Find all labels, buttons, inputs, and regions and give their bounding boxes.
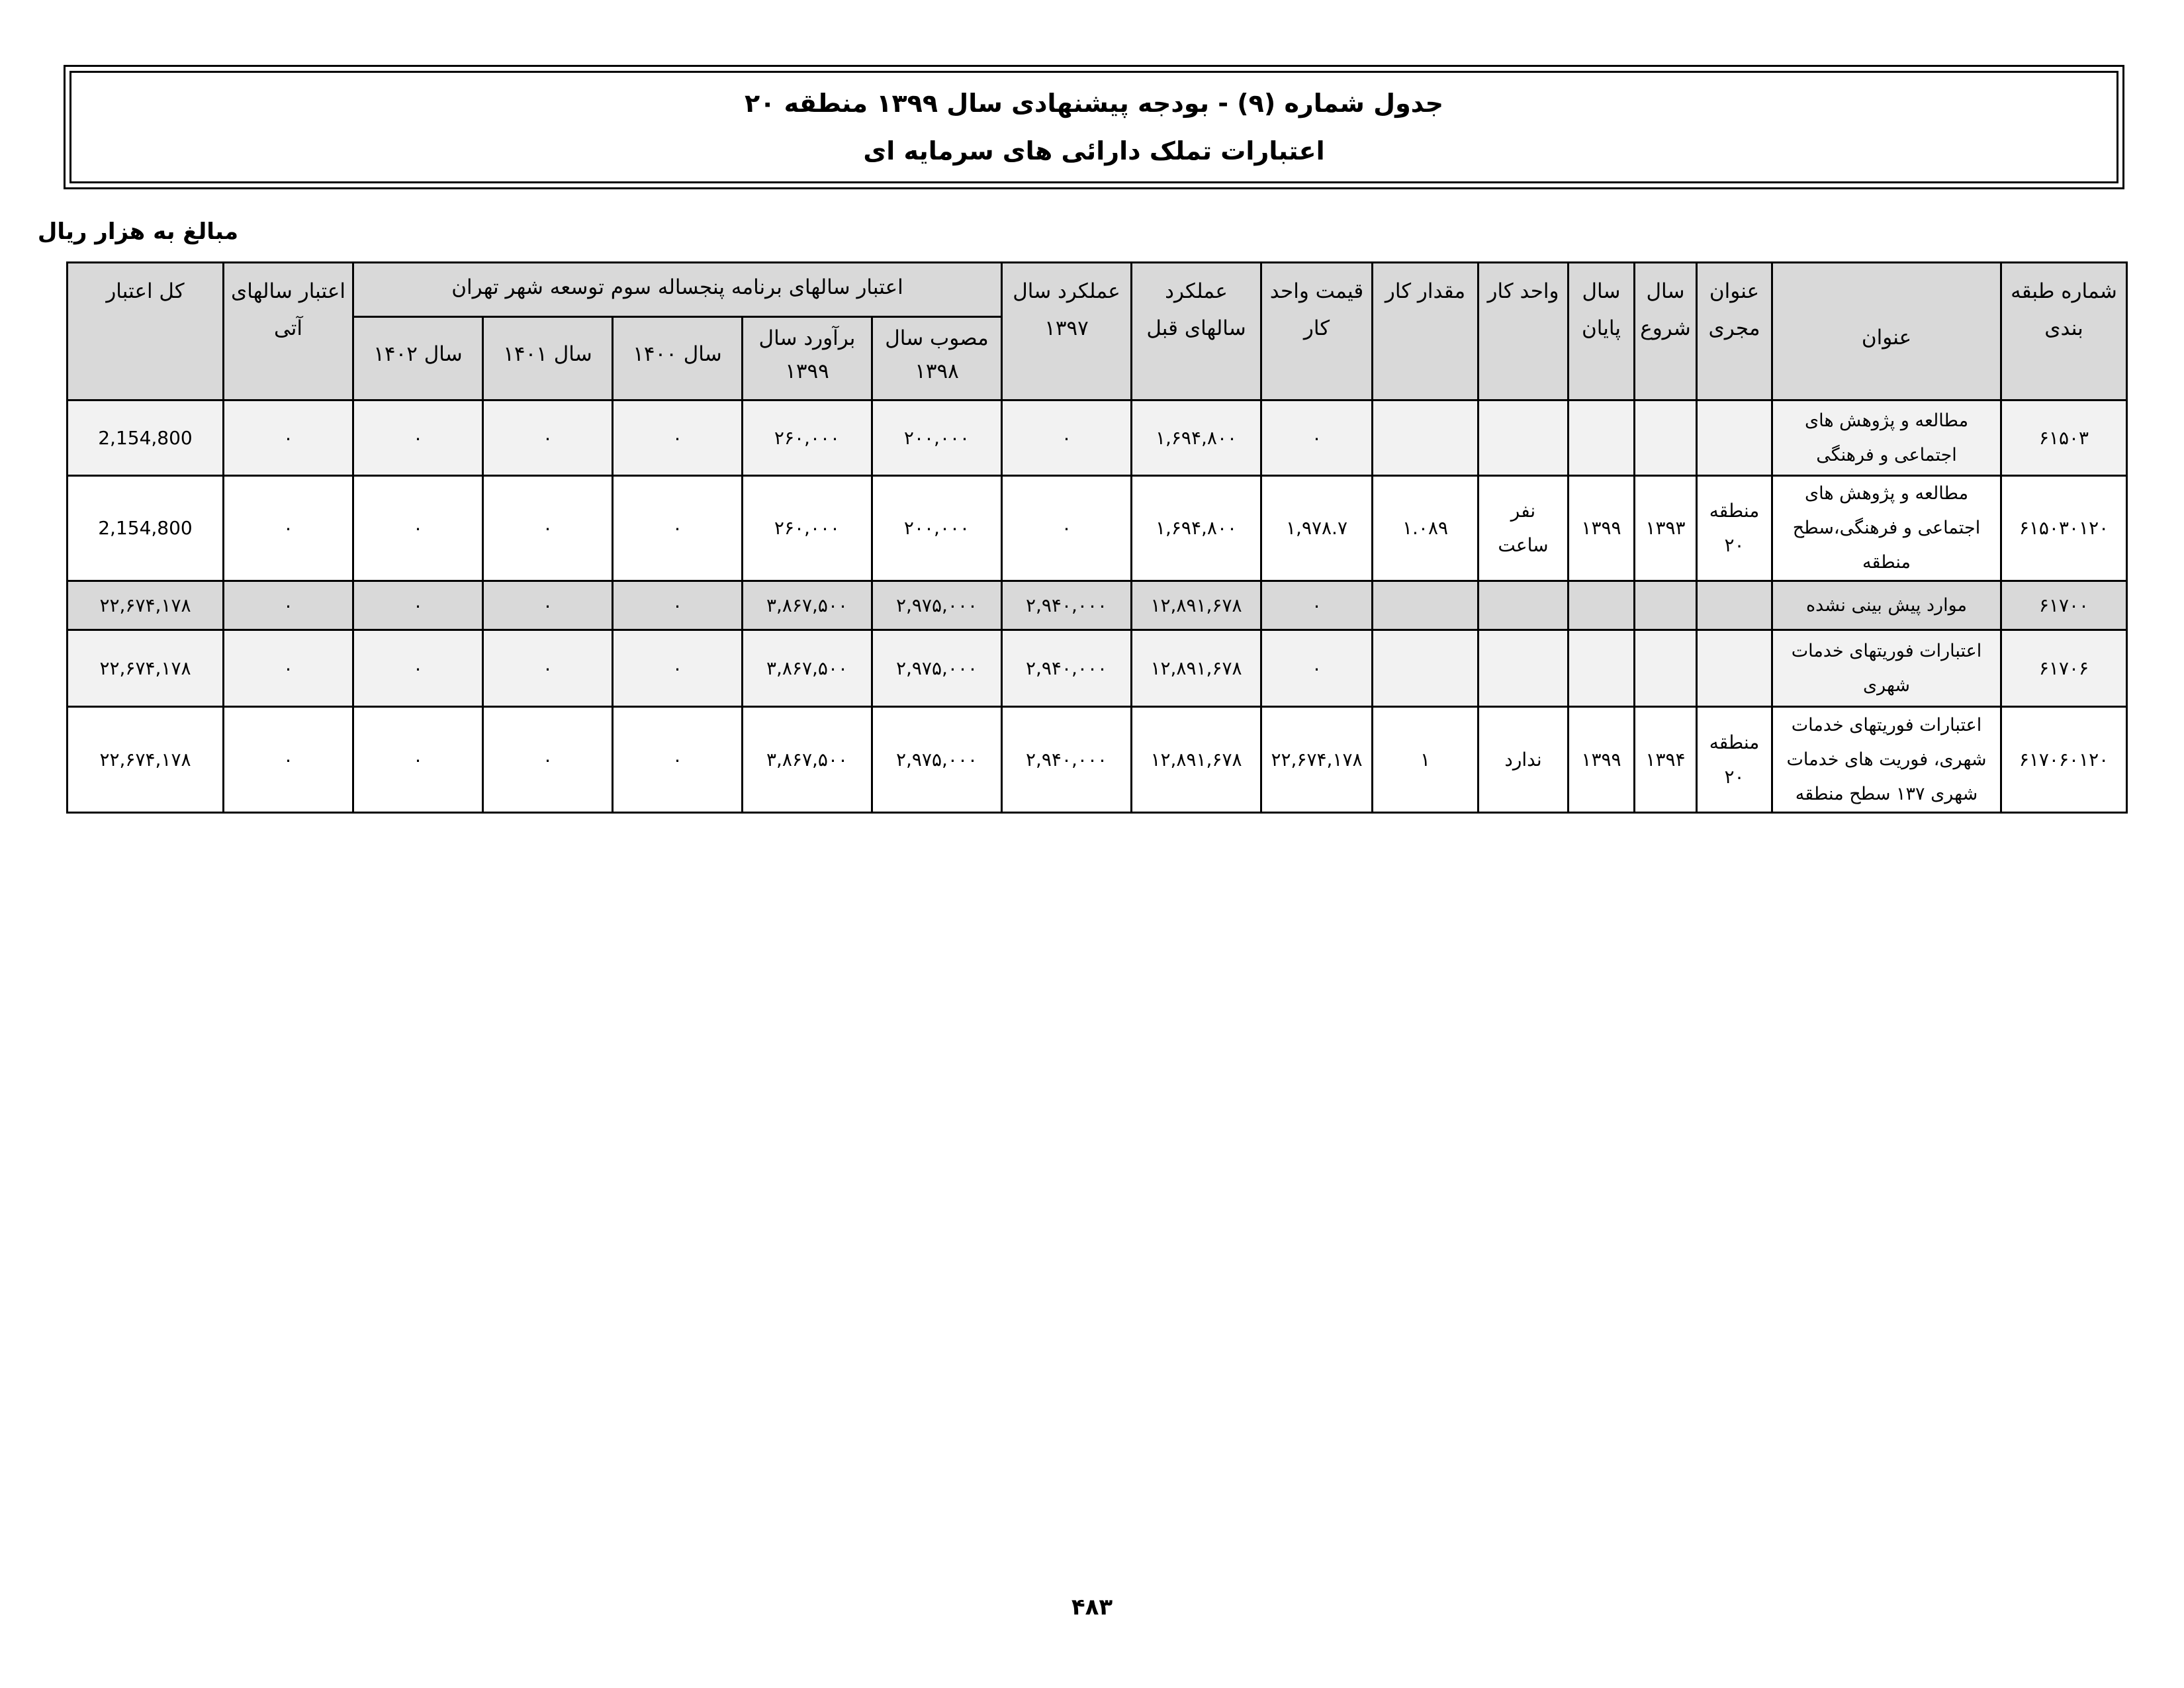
cell-approved-1398: ۲۰۰,۰۰۰ — [872, 400, 1002, 476]
cell-quantity — [1373, 581, 1479, 630]
header-executor: عنوان مجری — [1697, 263, 1772, 400]
header-start-year: سال شروع — [1635, 263, 1697, 400]
header-prev-years: عملکرد سالهای قبل — [1132, 263, 1261, 400]
cell-end-year: ۱۳۹۹ — [1569, 707, 1635, 813]
cell-estimate-1399: ۳,۸۶۷,۵۰۰ — [743, 630, 872, 707]
cell-perf-1397: ۲,۹۴۰,۰۰۰ — [1002, 581, 1132, 630]
cell-end-year — [1569, 630, 1635, 707]
cell-unit-price: ۰ — [1261, 400, 1373, 476]
cell-estimate-1399: ۲۶۰,۰۰۰ — [743, 476, 872, 581]
cell-approved-1398: ۲۰۰,۰۰۰ — [872, 476, 1002, 581]
cell-prev-years: ۱۲,۸۹۱,۶۷۸ — [1132, 707, 1261, 813]
cell-perf-1397: ۰ — [1002, 476, 1132, 581]
header-year-1402: سال ۱۴۰۲ — [353, 317, 483, 400]
cell-estimate-1399: ۲۶۰,۰۰۰ — [743, 400, 872, 476]
cell-start-year: ۱۳۹۳ — [1635, 476, 1697, 581]
cell-total: ۲۲,۶۷۴,۱۷۸ — [68, 630, 224, 707]
table-row — [68, 630, 2127, 707]
cell-prev-years: ۱,۶۹۴,۸۰۰ — [1132, 400, 1261, 476]
cell-year-1402: ۰ — [353, 476, 483, 581]
cell-future-years: ۰ — [224, 581, 353, 630]
cell-future-years: ۰ — [224, 630, 353, 707]
cell-year-1402: ۰ — [353, 581, 483, 630]
cell-total: ۲۲,۶۷۴,۱۷۸ — [68, 707, 224, 813]
cell-future-years: ۰ — [224, 400, 353, 476]
cell-total: 2,154,800 — [68, 400, 224, 476]
cell-unit-price: ۰ — [1261, 630, 1373, 707]
cell-year-1402: ۰ — [353, 707, 483, 813]
cell-executor — [1697, 581, 1772, 630]
cell-code: ۶۱۷۰۶ — [2001, 630, 2127, 707]
cell-title: موارد پیش بینی نشده — [1772, 581, 2001, 630]
cell-executor: منطقه ۲۰ — [1697, 707, 1772, 813]
header-year-1400: سال ۱۴۰۰ — [613, 317, 743, 400]
unit-note: مبالغ به هزار ریال — [37, 218, 238, 245]
cell-year-1402: ۰ — [353, 400, 483, 476]
cell-executor — [1697, 400, 1772, 476]
table-title: جدول شماره (۹) - بودجه پیشنهادی سال ۱۳۹۹ منطقه ۲۰ — [744, 89, 1444, 118]
cell-unit-price: ۲۲,۶۷۴,۱۷۸ — [1261, 707, 1373, 813]
cell-end-year: ۱۳۹۹ — [1569, 476, 1635, 581]
cell-year-1402: ۰ — [353, 630, 483, 707]
cell-unit: ندارد — [1479, 707, 1569, 813]
header-total: کل اعتبار — [68, 263, 224, 400]
cell-year-1401: ۰ — [483, 400, 613, 476]
cell-code: ۶۱۷۰۶۰۱۲۰ — [2001, 707, 2127, 813]
cell-prev-years: ۱,۶۹۴,۸۰۰ — [1132, 476, 1261, 581]
cell-perf-1397: ۲,۹۴۰,۰۰۰ — [1002, 630, 1132, 707]
cell-year-1401: ۰ — [483, 630, 613, 707]
cell-year-1400: ۰ — [613, 581, 743, 630]
cell-quantity — [1373, 630, 1479, 707]
cell-title: اعتبارات فوریتهای خدمات شهری — [1772, 630, 2001, 707]
cell-end-year — [1569, 400, 1635, 476]
table-row — [68, 707, 2127, 813]
cell-quantity: ۱ — [1373, 707, 1479, 813]
cell-title: مطالعه و پژوهش های اجتماعی و فرهنگی — [1772, 400, 2001, 476]
cell-year-1400: ۰ — [613, 476, 743, 581]
cell-code: ۶۱۷۰۰ — [2001, 581, 2127, 630]
table-row — [68, 400, 2127, 476]
title-frame — [69, 71, 2118, 183]
cell-unit — [1479, 400, 1569, 476]
title-box — [64, 65, 2124, 189]
header-future-years: اعتبار سالهای آتی — [224, 263, 353, 400]
cell-year-1401: ۰ — [483, 476, 613, 581]
cell-end-year — [1569, 581, 1635, 630]
cell-future-years: ۰ — [224, 707, 353, 813]
budget-table — [66, 261, 2128, 814]
header-five-year-plan: اعتبار سالهای برنامه پنجساله سوم توسعه شهر تهران — [353, 263, 1002, 317]
header-unit-price: قیمت واحد کار — [1261, 263, 1373, 400]
header-title: عنوان — [1772, 263, 2001, 400]
cell-start-year — [1635, 581, 1697, 630]
cell-title: مطالعه و پژوهش های اجتماعی و فرهنگی،سطح منطقه — [1772, 476, 2001, 581]
cell-perf-1397: ۲,۹۴۰,۰۰۰ — [1002, 707, 1132, 813]
cell-title: اعتبارات فوریتهای خدمات شهری، فوریت های خدمات شهری ۱۳۷ سطح منطقه — [1772, 707, 2001, 813]
cell-unit — [1479, 630, 1569, 707]
cell-total: 2,154,800 — [68, 476, 224, 581]
cell-prev-years: ۱۲,۸۹۱,۶۷۸ — [1132, 581, 1261, 630]
table-row — [68, 476, 2127, 581]
cell-future-years: ۰ — [224, 476, 353, 581]
cell-unit-price: ۰ — [1261, 581, 1373, 630]
cell-executor: منطقه ۲۰ — [1697, 476, 1772, 581]
header-perf-1397: عملکرد سال ۱۳۹۷ — [1002, 263, 1132, 400]
cell-approved-1398: ۲,۹۷۵,۰۰۰ — [872, 630, 1002, 707]
cell-executor — [1697, 630, 1772, 707]
cell-start-year — [1635, 630, 1697, 707]
cell-year-1401: ۰ — [483, 581, 613, 630]
cell-prev-years: ۱۲,۸۹۱,۶۷۸ — [1132, 630, 1261, 707]
cell-unit — [1479, 581, 1569, 630]
cell-total: ۲۲,۶۷۴,۱۷۸ — [68, 581, 224, 630]
header-quantity: مقدار کار — [1373, 263, 1479, 400]
cell-unit: نفر ساعت — [1479, 476, 1569, 581]
header-estimate-1399: برآورد سال ۱۳۹۹ — [743, 317, 872, 400]
cell-estimate-1399: ۳,۸۶۷,۵۰۰ — [743, 707, 872, 813]
header-year-1401: سال ۱۴۰۱ — [483, 317, 613, 400]
cell-quantity — [1373, 400, 1479, 476]
page-number: ۴۸۳ — [1071, 1594, 1113, 1620]
table-subtitle: اعتبارات تملک دارائی های سرمایه ای — [863, 136, 1325, 165]
table-row — [68, 581, 2127, 630]
cell-estimate-1399: ۳,۸۶۷,۵۰۰ — [743, 581, 872, 630]
cell-approved-1398: ۲,۹۷۵,۰۰۰ — [872, 581, 1002, 630]
header-approved-1398: مصوب سال ۱۳۹۸ — [872, 317, 1002, 400]
header-unit: واحد کار — [1479, 263, 1569, 400]
cell-year-1401: ۰ — [483, 707, 613, 813]
cell-quantity: ۱.۰۸۹ — [1373, 476, 1479, 581]
cell-code: ۶۱۵۰۳ — [2001, 400, 2127, 476]
header-end-year: سال پایان — [1569, 263, 1635, 400]
cell-start-year — [1635, 400, 1697, 476]
header-code: شماره طبقه بندی — [2001, 263, 2127, 400]
cell-perf-1397: ۰ — [1002, 400, 1132, 476]
cell-year-1400: ۰ — [613, 707, 743, 813]
cell-year-1400: ۰ — [613, 630, 743, 707]
cell-approved-1398: ۲,۹۷۵,۰۰۰ — [872, 707, 1002, 813]
cell-year-1400: ۰ — [613, 400, 743, 476]
cell-unit-price: ۱,۹۷۸.۷ — [1261, 476, 1373, 581]
cell-start-year: ۱۳۹۴ — [1635, 707, 1697, 813]
cell-code: ۶۱۵۰۳۰۱۲۰ — [2001, 476, 2127, 581]
